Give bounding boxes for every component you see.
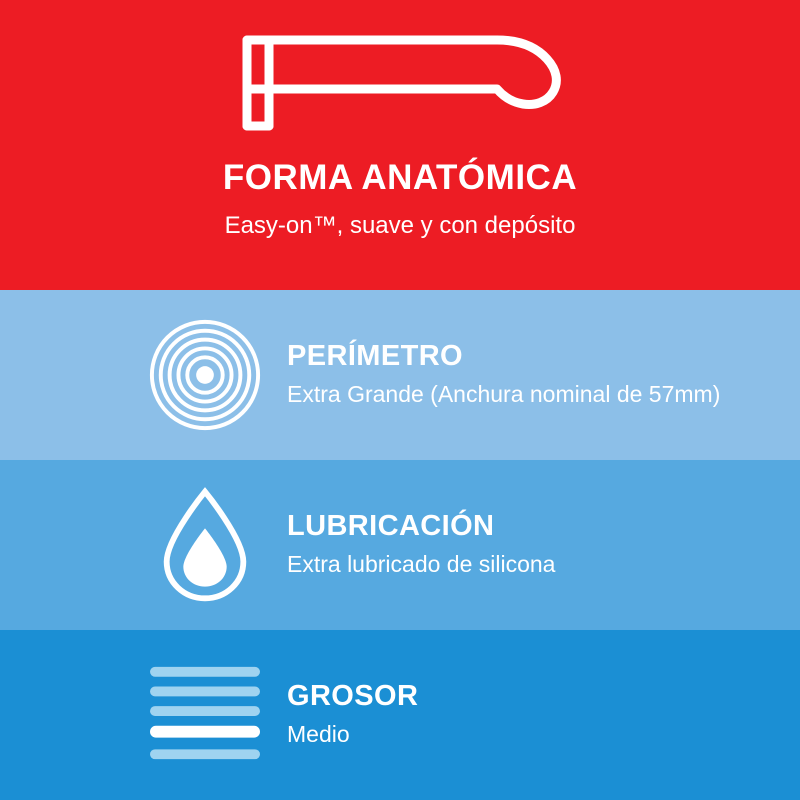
water-drop-icon (145, 480, 265, 610)
feature-description: Extra lubricado de silicona (287, 550, 556, 577)
feature-title: GROSOR (287, 680, 419, 713)
feature-title: LUBRICACIÓN (287, 510, 495, 543)
hero-section (0, 0, 800, 290)
concentric-circles-icon (145, 310, 265, 440)
feature-text-grosor (287, 680, 418, 749)
feature-description: Medio (287, 720, 350, 747)
hero-subtitle: Easy-on™, suave y con depósito (224, 212, 576, 239)
feature-description: Extra Grande (Anchura nominal de 57mm) (287, 380, 721, 407)
feature-row-perimetro (0, 290, 800, 460)
feature-text-perimetro (287, 340, 720, 409)
feature-row-grosor (0, 630, 800, 800)
feature-text-lubricacion (287, 510, 555, 579)
hero-title: FORMA ANATÓMICA (222, 158, 578, 197)
thickness-bars-icon (145, 650, 265, 780)
feature-row-lubricacion (0, 460, 800, 630)
feature-title: PERÍMETRO (287, 340, 463, 373)
condom-shape-icon (235, 26, 565, 136)
